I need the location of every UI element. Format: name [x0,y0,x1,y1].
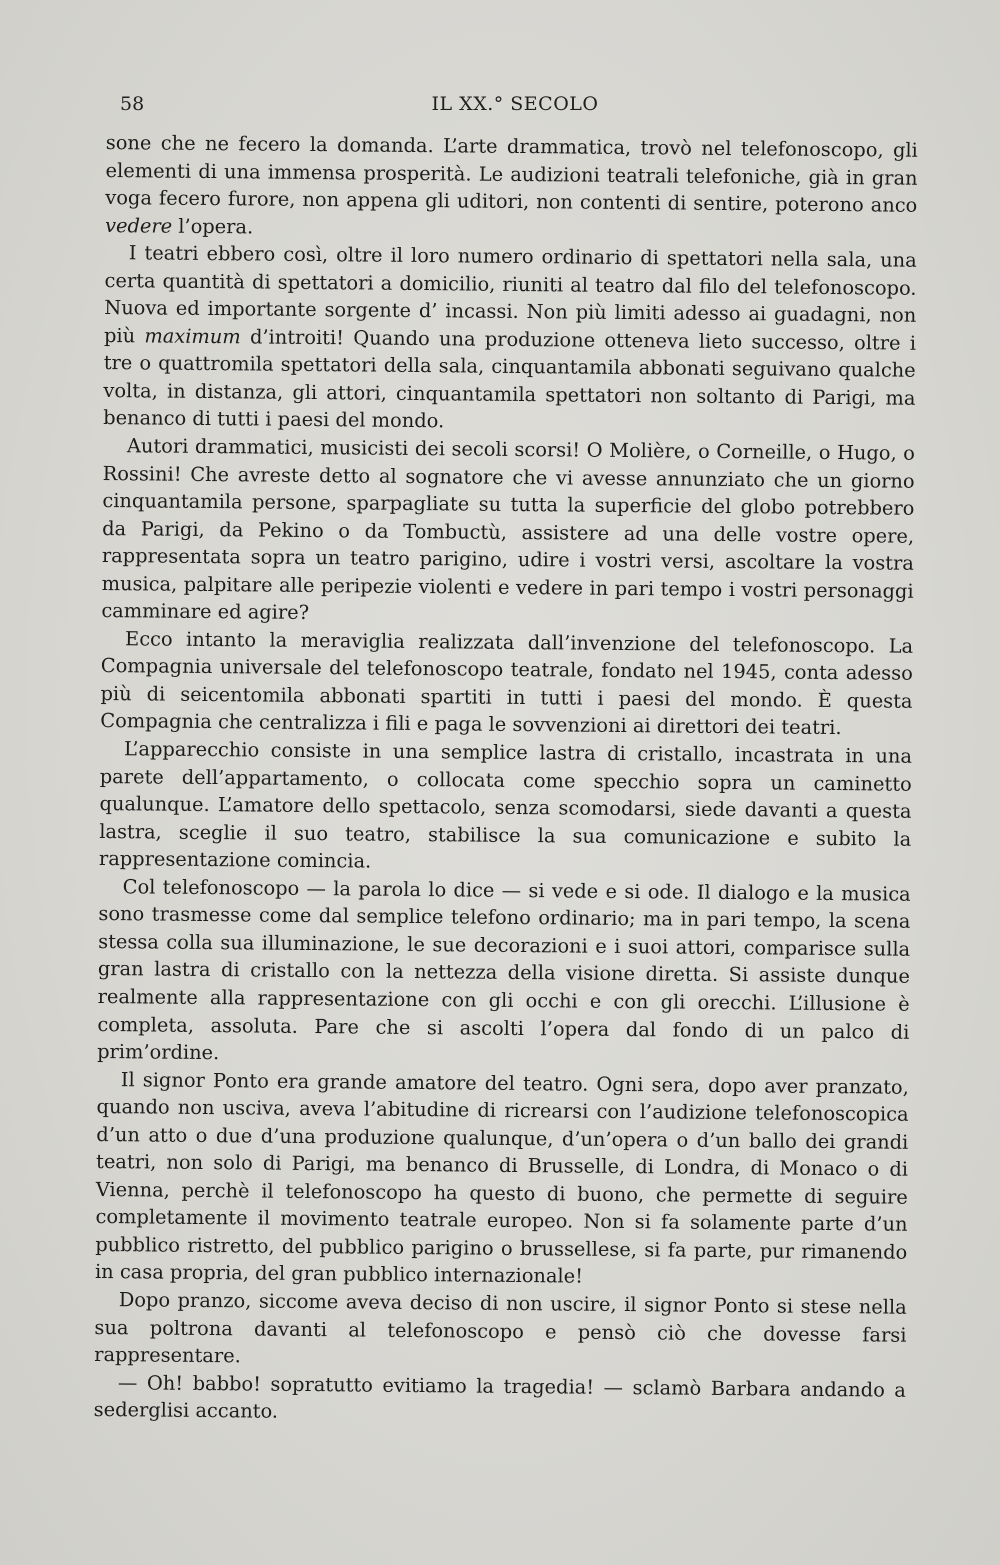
paragraph-4 [100,625,913,743]
paragraph-text: Il signor Ponto era grande amatore del teatro. Ogni sera, dopo aver pranzato, quando non usciva, aveva l’abitudine di ricrearsi con l’audizione telefonoscopica d’un atto o due d’una produzione qualunque, d’un’opera o d’un ballo dei grandi teatri, non solo di Parigi, ma benanco di Brusselle, di Londra, di Monaco o di Vienna, perchè il telefonoscopo ha questo di buono, che permette di seguire completamente il movimento teatrale europeo. Non si fa solamente parte d’un pubblico ristretto, del pubblico parigino o brussellese, si fa parte, pur rimanendo in casa propria, del gran pubblico internazionale! [94,1067,909,1289]
running-title: IL XX.° SECOLO [431,93,599,115]
page-number: 58 [120,93,145,115]
paragraph-9 [94,1369,906,1432]
italic-word: vedere [104,213,173,238]
paragraph-text: Autori drammatici, musicisti dei secoli scorsi! O Molière, o Corneille, o Hugo, o Rossini! Che avreste detto al sognatore che vi avesse annunziato che un giorno cinquantamila persone, sparpagliate su tutta la superficie del globo potrebbero da Parigi, da Pekino o da Tombuctù, assistere ad una delle vostre opere, rappresentata sopra un teatro parigino, udire i vostri versi, ascoltare la vostra musica, palpitare alle peripezie violenti e vedere in pari tempo i vostri personaggi camminare ed agire? [101,434,916,625]
italic-word: maximum [144,324,241,349]
paragraph-text: Col telefonoscopo — la parola lo dice — si vede e si ode. Il dialogo e la musica sono trasmesse come dal semplice telefono ordinario; ma in pari tempo, la scena stessa colla sua illuminazione, le sue decorazioni e i suoi attori, comparisce sulla gran lastra di cristallo con la nettezza della visione diretta. Si assiste dunque realmente alla rappresentazione con gli occhi e con gli orecchi. L’illusione è completa, assoluta. Pare che si ascolti l’opera dal fondo di un palco di prim’ordine. [97,874,911,1065]
paragraph-6 [97,873,911,1074]
paragraph-text: L’apparecchio consiste in una semplice lastra di cristallo, incastrata in una parete dell’appartamento, o collocata come specchio sopra un caminetto qualunque. L’amatore dello spettacolo, senza scomodarsi, siede davanti a questa lastra, sceglie il suo teatro, stabilisce la sua comunicazione e subito la rappresentazione comincia. [98,737,913,873]
paragraph-text: l’opera. [172,214,254,239]
paragraph-text: — Oh! babbo! sopratutto evitiamo la tragedia! — sclamò Barbara andando a sederglisi accanto. [93,1370,907,1423]
paragraph-7 [95,1066,909,1294]
body-text [94,129,918,1431]
paragraph-text: sone che ne fecero la domanda. L’arte drammatica, trovò nel telefonoscopo, gli elementi di una immensa prosperità. Le audizioni teatrali telefoniche, già in gran voga fecero furore, non appena gli uditori, non contenti di sentire, poterono anco [105,130,918,217]
paragraph-text: Dopo pranzo, siccome aveva deciso di non uscire, il signor Ponto si stese nella sua poltrona davanti al telefonoscopo e pensò ciò che dovesse farsi rappresentare. [94,1288,907,1368]
paragraph-text: I teatri ebbero così, oltre il loro numero ordinario di spettatori nella sala, una certa quantità di spettatori a domicilio, riuniti al teatro dal filo del telefonoscopo. Nuova ed importante sorgente d’ incassi. Non più limiti adesso ai guadagni, non più [103,241,917,348]
running-head [120,93,910,119]
paragraph-2 [103,239,917,440]
paragraph-text: Ecco intanto la meraviglia realizzata dall’invenzione del telefonoscopo. La Compagnia universale del telefonoscopo teatrale, fondato nel 1945, conta adesso più di seicentomila abbonati spartiti in tutti i paesi del mondo. È questa Compagnia che centralizza i fili e paga le sovvenzioni ai direttori dei teatri. [100,627,914,740]
paragraph-3 [101,432,915,633]
paragraph-5 [99,735,912,881]
paragraph-text: d’introiti! Quando una produzione otteneva lieto successo, oltre i tre o quattromila spettatori della sala, cinquantamila abbonati seguivano qualche volta, in distanza, gli attori, cinquantamila spettatori non soltanto di Parigi, ma benanco di tutti i paesi del mondo. [103,325,917,433]
paragraph-8 [94,1286,907,1376]
paragraph-1 [105,129,918,247]
